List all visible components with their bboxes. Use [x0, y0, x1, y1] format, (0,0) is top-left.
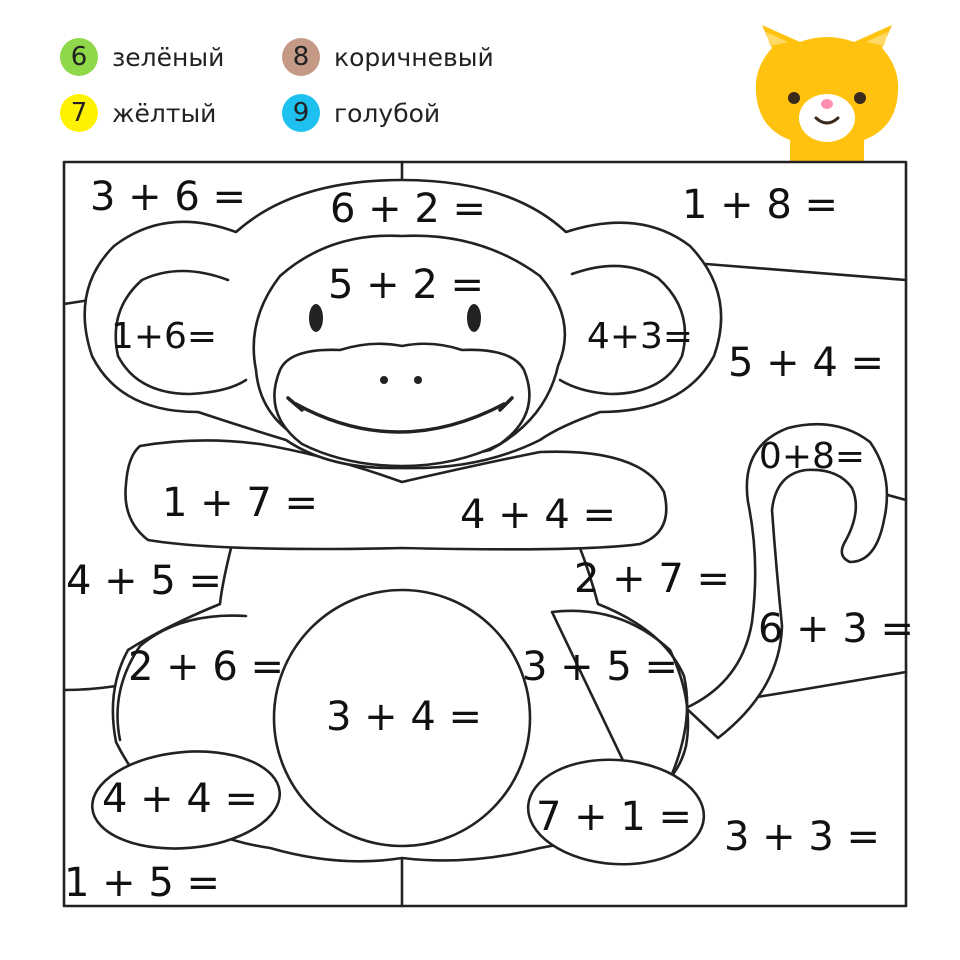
expr-right-foot: 7 + 1 = — [535, 794, 693, 840]
right-nostril-icon — [414, 376, 422, 384]
legend-number-6: 6 — [60, 38, 98, 76]
expr-left-arm: 1 + 7 = — [161, 480, 319, 526]
expr-right-shoulder-background: 2 + 7 = — [573, 556, 731, 602]
right-eye-icon — [467, 304, 481, 332]
expr-tail: 6 + 3 = — [757, 606, 915, 652]
expr-head-top: 6 + 2 = — [329, 186, 487, 232]
expr-corner-top-right: 1 + 8 = — [681, 182, 839, 228]
legend-number-9: 9 — [282, 94, 320, 132]
legend-number-8: 8 — [282, 38, 320, 76]
legend-label-blue: голубой — [334, 98, 441, 128]
left-eye-icon — [309, 304, 323, 332]
muzzle — [274, 344, 529, 466]
expr-right-bottom-background: 3 + 3 = — [723, 814, 881, 860]
expr-left-bottom-background: 1 + 5 = — [63, 860, 221, 906]
legend-label-brown: коричневый — [334, 42, 494, 72]
legend-label-yellow: жёлтый — [112, 98, 217, 128]
legend-number-7: 7 — [60, 94, 98, 132]
expr-left-leg: 2 + 6 = — [127, 644, 285, 690]
expr-corner-top-left: 3 + 6 = — [89, 174, 247, 220]
expr-belly: 3 + 4 = — [325, 694, 483, 740]
expr-right-leg: 3 + 5 = — [521, 644, 679, 690]
legend-label-green: зелёный — [112, 42, 225, 72]
expr-left-ear-inner: 1+6= — [110, 316, 218, 357]
expr-left-middle-background: 4 + 5 = — [65, 558, 223, 604]
expr-left-foot: 4 + 4 = — [101, 776, 259, 822]
expr-right-ear-inner: 4+3= — [586, 316, 694, 357]
expr-right-background: 5 + 4 = — [727, 340, 885, 386]
left-nostril-icon — [380, 376, 388, 384]
expr-face: 5 + 2 = — [327, 262, 485, 308]
expr-tail-tip: 0+8= — [758, 436, 866, 477]
expr-right-arm: 4 + 4 = — [459, 492, 617, 538]
